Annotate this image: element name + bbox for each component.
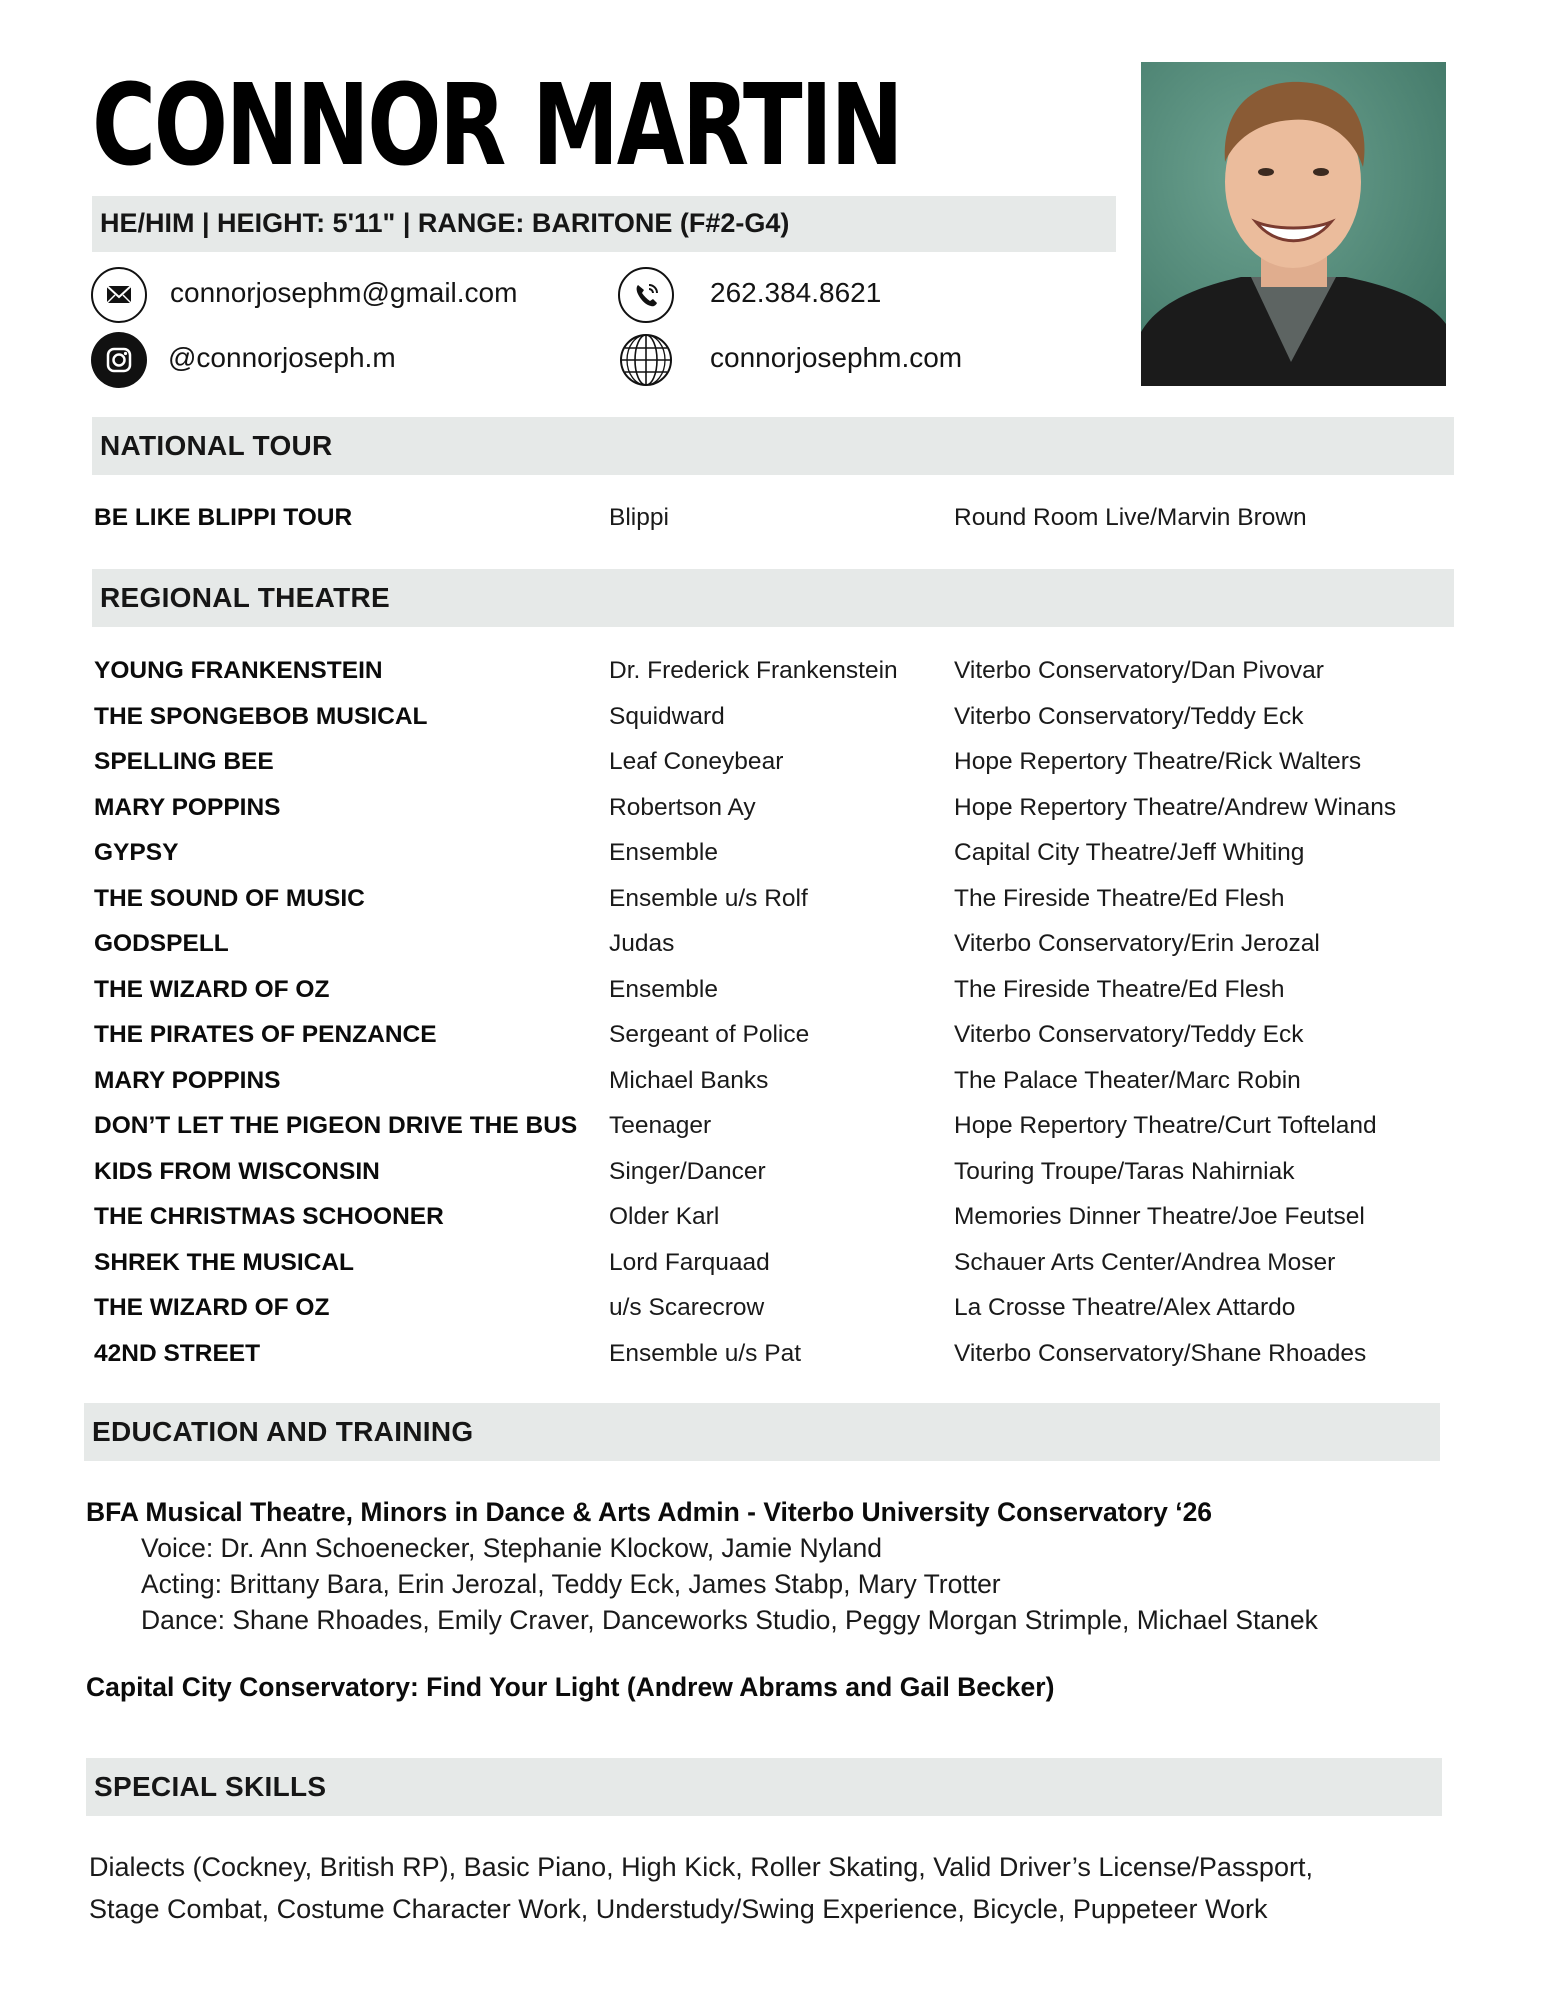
email-icon xyxy=(91,267,147,323)
company: The Palace Theater/Marc Robin xyxy=(954,1066,1301,1094)
role: Lord Farquaad xyxy=(609,1248,770,1276)
website-link[interactable]: connorjosephm.com xyxy=(710,342,963,373)
skills-line-2: Stage Combat, Costume Character Work, Understudy/Swing Experience, Bicycle, Puppeteer Work xyxy=(89,1894,1268,1924)
company: Hope Repertory Theatre/Andrew Winans xyxy=(954,793,1397,821)
company: Viterbo Conservatory/Teddy Eck xyxy=(954,1021,1304,1048)
show-title: GODSPELL xyxy=(94,930,229,957)
credit-row xyxy=(94,1202,1454,1248)
headshot-photo xyxy=(1141,62,1446,386)
role: u/s Scarecrow xyxy=(609,1294,765,1321)
show-title: YOUNG FRANKENSTEIN xyxy=(94,657,383,684)
show-title: MARY POPPINS xyxy=(94,1066,281,1094)
show-title: THE SPONGEBOB MUSICAL xyxy=(94,702,428,730)
show-title: SHREK THE MUSICAL xyxy=(94,1248,354,1276)
company: Hope Repertory Theatre/Curt Tofteland xyxy=(954,1112,1377,1139)
company: Viterbo Conservatory/Dan Pivovar xyxy=(954,657,1324,684)
role: Teenager xyxy=(609,1112,712,1139)
details-bar xyxy=(92,196,1116,252)
role: Michael Banks xyxy=(609,1066,769,1094)
role: Dr. Frederick Frankenstein xyxy=(609,657,898,684)
credit-row xyxy=(94,1066,1454,1112)
section-header-special-skills xyxy=(86,1758,1442,1816)
company: Hope Repertory Theatre/Rick Walters xyxy=(954,748,1362,775)
show-title: THE CHRISTMAS SCHOONER xyxy=(94,1203,444,1230)
dance-teachers: Dance: Shane Rhoades, Emily Craver, Danceworks Studio, Peggy Morgan Strimple, Michael Stanek xyxy=(141,1605,1318,1635)
company: Capital City Theatre/Jeff Whiting xyxy=(954,839,1305,866)
section-title: REGIONAL THEATRE xyxy=(100,582,390,613)
instagram-handle[interactable]: @connorjoseph.m xyxy=(168,342,396,373)
regional-theatre-list xyxy=(94,656,1454,1384)
show-title: SPELLING BEE xyxy=(94,748,274,775)
show-title: THE SOUND OF MUSIC xyxy=(94,884,365,912)
email-link[interactable]: connorjosephm@gmail.com xyxy=(170,277,518,308)
show-title: BE LIKE BLIPPI TOUR xyxy=(94,504,353,531)
company: Viterbo Conservatory/Teddy Eck xyxy=(954,702,1304,730)
credit-row xyxy=(94,1157,1454,1203)
company: Touring Troupe/Taras Nahirniak xyxy=(954,1157,1295,1185)
show-title: DON’T LET THE PIGEON DRIVE THE BUS xyxy=(94,1112,578,1139)
section-title: NATIONAL TOUR xyxy=(100,430,333,461)
company: La Crosse Theatre/Alex Attardo xyxy=(954,1294,1296,1321)
credit-row xyxy=(94,793,1454,839)
phone-icon xyxy=(618,267,674,323)
degree-line: BFA Musical Theatre, Minors in Dance & Arts Admin - Viterbo University Conservatory ‘26 xyxy=(86,1497,1213,1527)
show-title: GYPSY xyxy=(94,839,179,866)
role: Singer/Dancer xyxy=(609,1157,766,1185)
conservatory-line: Capital City Conservatory: Find Your Light (Andrew Abrams and Gail Becker) xyxy=(86,1672,1055,1702)
show-title: KIDS FROM WISCONSIN xyxy=(94,1157,380,1185)
credit-row xyxy=(94,838,1454,884)
instagram-icon xyxy=(91,332,147,388)
credit-row xyxy=(94,1293,1454,1339)
company: Schauer Arts Center/Andrea Moser xyxy=(954,1248,1336,1276)
role: Older Karl xyxy=(609,1203,720,1230)
section-header-regional-theatre xyxy=(92,569,1454,627)
section-title: SPECIAL SKILLS xyxy=(94,1771,327,1802)
globe-icon xyxy=(618,332,674,388)
role: Ensemble u/s Rolf xyxy=(609,884,808,912)
role: Sergeant of Police xyxy=(609,1021,810,1048)
credit-row xyxy=(94,975,1454,1021)
show-title: MARY POPPINS xyxy=(94,793,281,821)
role: Judas xyxy=(609,930,675,957)
credit-row xyxy=(94,1248,1454,1294)
role: Robertson Ay xyxy=(609,793,756,821)
show-title: THE WIZARD OF OZ xyxy=(94,975,330,1003)
credit-row xyxy=(94,747,1454,793)
show-title: THE WIZARD OF OZ xyxy=(94,1294,330,1321)
credit-row xyxy=(94,702,1454,748)
company: The Fireside Theatre/Ed Flesh xyxy=(954,884,1285,912)
role: Leaf Coneybear xyxy=(609,748,784,775)
role: Ensemble xyxy=(609,839,718,866)
credit-row xyxy=(94,929,1454,975)
acting-teachers: Acting: Brittany Bara, Erin Jerozal, Teddy Eck, James Stabp, Mary Trotter xyxy=(141,1569,1001,1599)
credit-row xyxy=(94,1339,1454,1385)
role: Blippi xyxy=(609,504,669,531)
section-header-national-tour xyxy=(92,417,1454,475)
role: Ensemble xyxy=(609,975,718,1003)
page-title: CONNOR MARTIN xyxy=(92,61,902,191)
credit-row xyxy=(94,503,1454,549)
role: Squidward xyxy=(609,702,725,730)
show-title: THE PIRATES OF PENZANCE xyxy=(94,1021,437,1048)
company: The Fireside Theatre/Ed Flesh xyxy=(954,975,1285,1003)
section-header-education xyxy=(84,1403,1440,1461)
credit-row xyxy=(94,884,1454,930)
phone-number[interactable]: 262.384.8621 xyxy=(710,277,882,308)
role: Ensemble u/s Pat xyxy=(609,1339,802,1367)
credit-row xyxy=(94,1111,1454,1157)
voice-teachers: Voice: Dr. Ann Schoenecker, Stephanie Klockow, Jamie Nyland xyxy=(141,1533,882,1563)
company: Round Room Live/Marvin Brown xyxy=(954,504,1307,531)
personal-details: HE/HIM | HEIGHT: 5'11" | RANGE: BARITONE (F#2-G4) xyxy=(100,208,790,238)
national-tour-list xyxy=(94,503,1454,549)
credit-row xyxy=(94,656,1454,702)
skills-line-1: Dialects (Cockney, British RP), Basic Piano, High Kick, Roller Skating, Valid Driver’s License/Passport, xyxy=(89,1852,1313,1882)
company: Memories Dinner Theatre/Joe Feutsel xyxy=(954,1203,1365,1230)
show-title: 42ND STREET xyxy=(94,1339,261,1367)
company: Viterbo Conservatory/Shane Rhoades xyxy=(954,1339,1367,1367)
credit-row xyxy=(94,1020,1454,1066)
section-title: EDUCATION AND TRAINING xyxy=(92,1416,474,1447)
company: Viterbo Conservatory/Erin Jerozal xyxy=(954,930,1320,957)
